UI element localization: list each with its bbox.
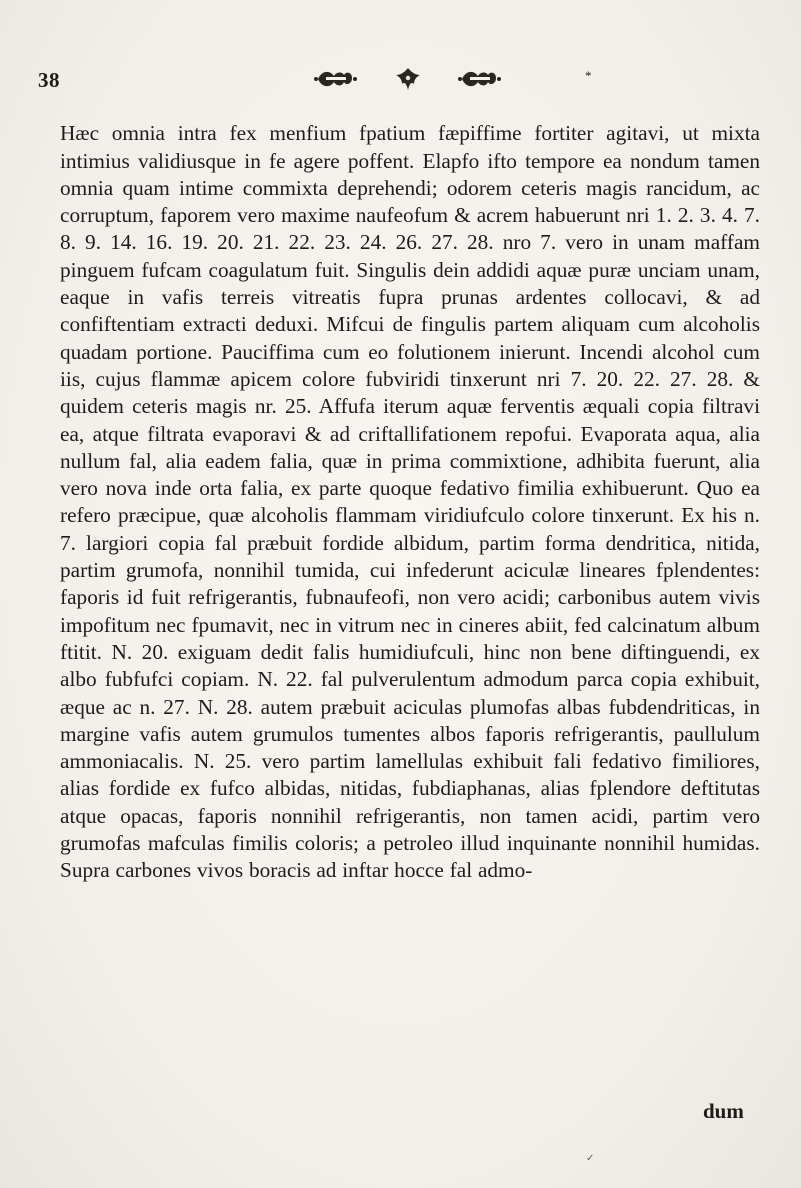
body-paragraph: Hæc omnia intra fex menfium fpatium fæpiffime fortiter agitavi, ut mixta intimius validiusque in fe agere poffent. Elapfo ifto tempore ea nondum tamen omnia quam intime commixta deprehendi; odorem ceteris magis rancidum, ac corruptum, faporem vero maxime naufeofum & acrem habuerunt nri 1. 2. 3. 4. 7. 8. 9. 14. 16. 19. 20. 21. 22. 23. 24. 26. 27. 28. nro 7. vero in unam maffam pinguem fufcam coagulatum fuit. Singulis dein addidi aquæ puræ unciam unam, eaque in vafis terreis vitreatis fupra prunas ardentes collocavi, & ad confiftentiam extracti deduxi. Mifcui de fingulis partem aliquam cum alcoholis quadam portione. Pauciffima cum eo folutionem inierunt. Incendi alcohol cum iis, cujus flammæ apicem colore fubviridi tinxerunt nri 7. 20. 22. 27. 28. & quidem ceteris magis nr. 25. Affufa iterum aquæ ferventis æquali copia filtravi ea, atque filtrata evaporavi & ad criftallifationem repofui. Evaporata aqua, alia nullum fal, alia eadem falia, quæ in prima commixtione, adhibita fuerunt, alia vero nova inde orta falia, ex parte quoque fedativo fimilia exhibuerunt. Quo ea refero præcipue, quæ alcoholis flammam viridiufculo colore tinxerunt. Ex his n. 7. largiori copia fal præbuit fordide albidum, partim forma dendritica, nitida, partim grumofa, nonnihil tumida, cui infederunt aciculæ lineares fplendentes: faporis id fuit refrigerantis, fubnaufeofi, non vero acidi; carbonibus autem vivis impofitum nec fpumavit, nec in vitrum nec in cineres abiit, fed calcinatum album ftitit. N. 20. exiguam dedit falis humidiufculi, hinc non bene diftinguendi, ex albo fubfufci copiam. N. 22. fal pulverulentum admodum parca copia exhibuit, æque ac n. 27. N. 28. autem præbuit aciculas plumofas albas fubdendriticas, in margine vafis autem grumulos tumentes albos faporis refrigerantis, paullulum ammoniacalis. N. 25. vero partim lamellulas exhibuit fali fedativo fimiliores, alias fordide ex fufco albidas, nitidas, fubdiaphanas, alias fplendore deftitutas atque opacas, faporis nonnihil refrigerantis, non tamen acidi, partim vero grumofas mafculas fimilis coloris; a petroleo illud inquinante nonnihil humidas. Supra carbones vivos boracis ad inftar hocce fal admo- (60, 121, 760, 883)
paper-speck: ✓ (586, 1153, 595, 1164)
page-number: 38 (38, 68, 60, 92)
catchword: dum (703, 1099, 744, 1123)
header-asterisk-mark: * (585, 68, 592, 83)
page-header (38, 62, 778, 96)
fleuron-ornament-icon (308, 66, 508, 92)
